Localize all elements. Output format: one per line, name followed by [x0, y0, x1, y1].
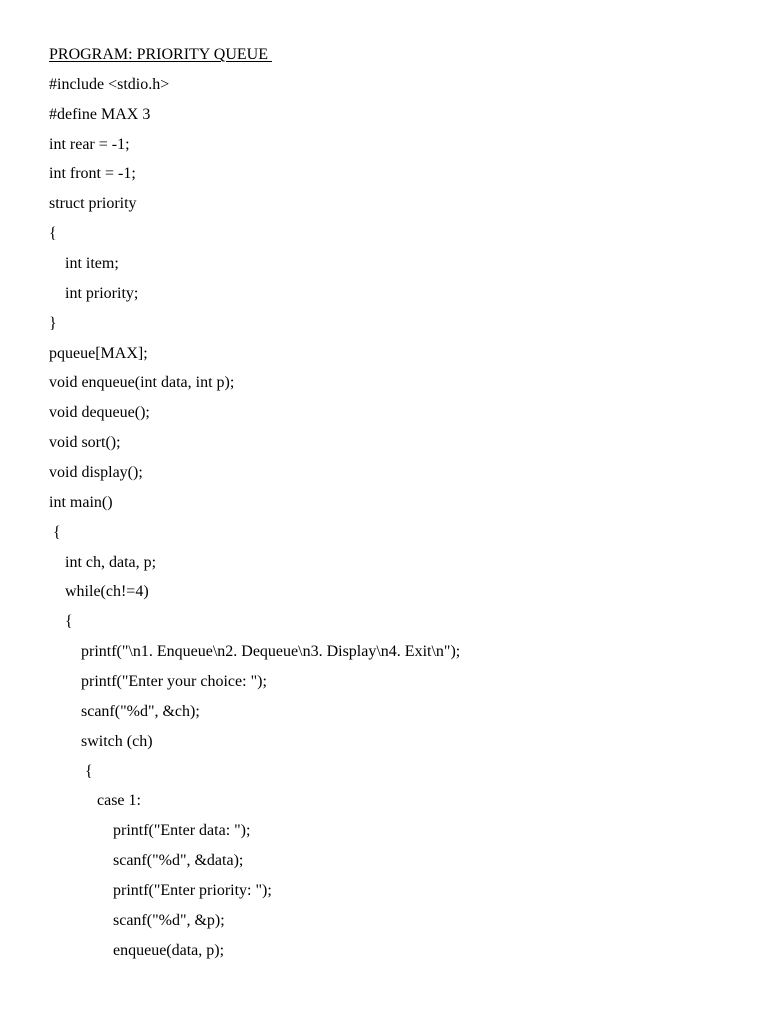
code-line: printf("Enter your choice: "); — [49, 673, 267, 691]
code-line: void sort(); — [49, 434, 121, 452]
code-line: case 1: — [49, 792, 141, 810]
code-line: void display(); — [49, 464, 143, 482]
document-body — [49, 44, 460, 970]
code-listing — [49, 74, 460, 970]
code-line: printf("Enter priority: "); — [49, 882, 272, 900]
code-line: void dequeue(); — [49, 404, 150, 422]
code-line: { — [49, 523, 61, 541]
code-line: int front = -1; — [49, 165, 136, 183]
code-line: while(ch!=4) — [49, 583, 149, 601]
code-line: int priority; — [49, 284, 139, 302]
code-line: enqueue(data, p); — [49, 941, 225, 959]
code-line: printf("Enter data: "); — [49, 822, 251, 840]
code-line: scanf("%d", &p); — [49, 911, 225, 929]
code-line: #include <stdio.h> — [49, 75, 170, 93]
code-line: pqueue[MAX]; — [49, 344, 148, 362]
code-line: scanf("%d", &ch); — [49, 702, 200, 720]
code-line: printf("\n1. Enqueue\n2. Dequeue\n3. Display\n4. Exit\n"); — [49, 643, 461, 661]
code-line: void enqueue(int data, int p); — [49, 374, 235, 392]
code-line: int item; — [49, 255, 119, 273]
code-line: int rear = -1; — [49, 135, 130, 153]
code-line: int main() — [49, 493, 113, 511]
code-line: int ch, data, p; — [49, 553, 157, 571]
code-line: scanf("%d", &data); — [49, 852, 244, 870]
code-line: { — [49, 225, 57, 243]
code-line: } — [49, 314, 57, 332]
code-line: switch (ch) — [49, 732, 153, 750]
code-line: { — [49, 762, 93, 780]
code-line: #define MAX 3 — [49, 105, 151, 123]
page-title: PROGRAM: PRIORITY QUEUE — [49, 46, 272, 63]
code-line: { — [49, 613, 73, 631]
code-line: struct priority — [49, 195, 137, 213]
